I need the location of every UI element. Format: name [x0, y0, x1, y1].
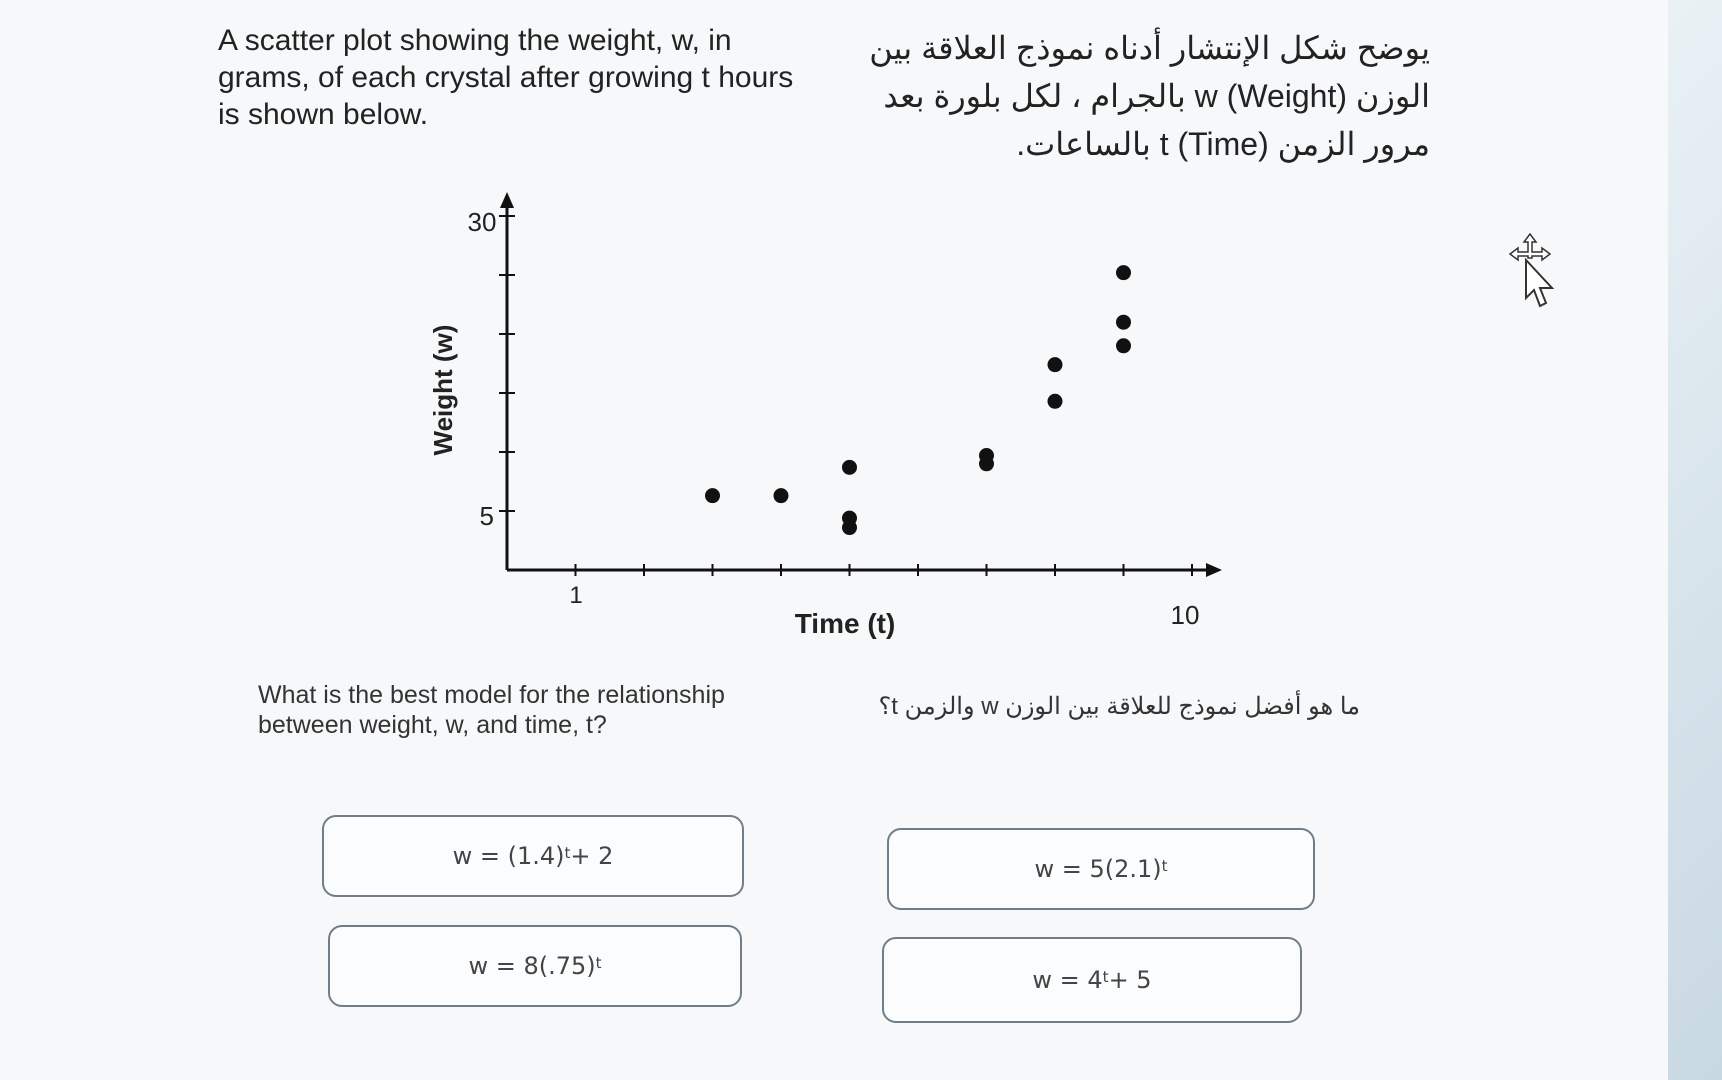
data-point — [1048, 394, 1063, 409]
choice-c-base: w = 8(.75) — [468, 952, 596, 980]
y-tick-label-30: 30 — [467, 207, 497, 237]
answer-choice-c[interactable] — [328, 925, 742, 1007]
answer-choice-a[interactable] — [322, 815, 744, 897]
prompt-english: A scatter plot showing the weight, w, in grams, of each crystal after growing t hours is shown below. — [218, 24, 794, 131]
x-tick-label-1: 1 — [569, 582, 583, 609]
axis-labels — [428, 207, 1199, 639]
scatter-chart — [420, 185, 1240, 655]
data-points — [705, 265, 1131, 535]
choice-c-exponent: t — [595, 954, 602, 972]
x-axis-arrow — [1206, 563, 1222, 577]
answer-choice-d[interactable] — [882, 937, 1302, 1023]
data-point — [842, 460, 857, 475]
choice-d-exponent: t — [1102, 968, 1109, 986]
data-point — [1116, 338, 1131, 353]
data-point — [774, 488, 789, 503]
choice-b-exponent: t — [1161, 857, 1168, 875]
y-tick-label-5: 5 — [479, 501, 494, 531]
choice-a-base: w = (1.4) — [452, 842, 565, 870]
data-point — [979, 456, 994, 471]
choice-d-tail: + 5 — [1108, 966, 1152, 994]
data-point — [1116, 265, 1131, 280]
choice-b-base: w = 5(2.1) — [1034, 855, 1162, 883]
data-point — [705, 488, 720, 503]
y-axis-arrow — [500, 192, 514, 208]
data-point — [842, 520, 857, 535]
answer-choice-b[interactable] — [887, 828, 1315, 910]
scatter-plot-svg — [420, 185, 1240, 655]
x-axis-label: Time (t) — [794, 608, 896, 639]
data-point — [1116, 315, 1131, 330]
question-arabic: ما هو أفضل نموذج للعلاقة بين الوزن w والزمن t؟ — [878, 693, 1360, 720]
choice-a-exponent: t — [564, 844, 571, 862]
x-tick-label-10: 10 — [1170, 600, 1200, 630]
y-axis-label: Weight (w) — [428, 324, 458, 456]
choice-a-tail: + 2 — [570, 842, 614, 870]
move-cursor-icon — [1500, 232, 1560, 312]
data-point — [1048, 357, 1063, 372]
choice-d-base: w = 4 — [1032, 966, 1103, 994]
question-english: What is the best model for the relationship between weight, w, and time, t? — [258, 681, 725, 739]
axes — [499, 192, 1222, 577]
prompt-arabic: يوضح شكل الإنتشار أدناه نموذج العلاقة بين الوزن w (Weight) بالجرام ، لكل بلورة بعد مرور الزمن t (Time) بالساعات. — [869, 30, 1430, 162]
